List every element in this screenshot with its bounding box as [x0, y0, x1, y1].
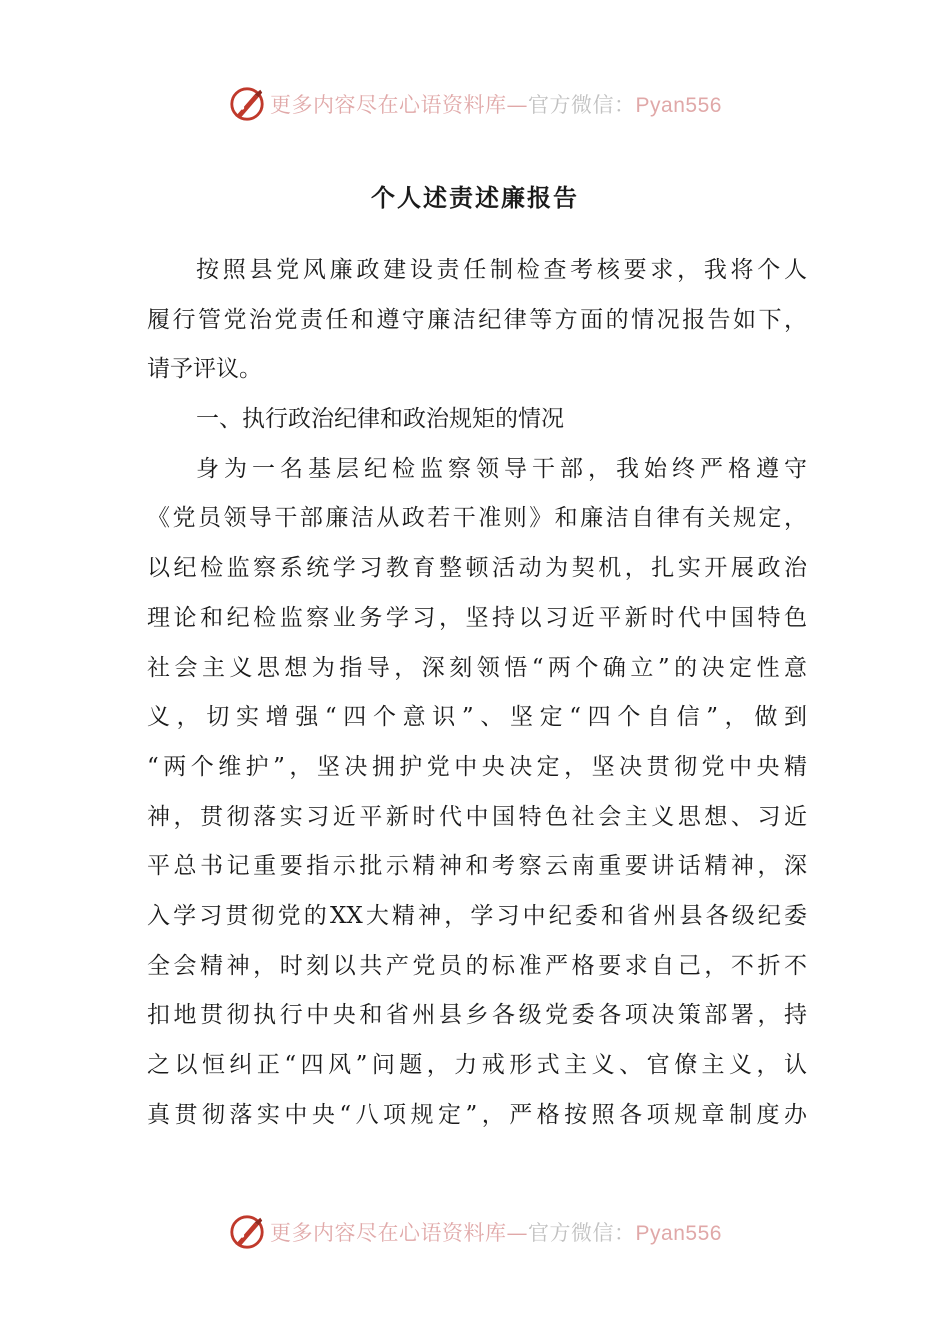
watermark-text: 更多内容尽在心语资料库—官方微信：Pyan556 — [270, 93, 722, 117]
footer-watermark — [0, 1210, 950, 1254]
text-line: 之以恒纠正“四风”问题，力戒形式主义、官僚主义，认 — [147, 1052, 807, 1078]
document-body — [147, 246, 807, 1140]
text-line: 平总书记重要指示批示精神和考察云南重要讲话精神，深 — [147, 853, 807, 880]
text-line: 以纪检监察系统学习教育整顿活动为契机，扎实开展政治 — [147, 555, 807, 582]
section-heading: 一、执行政治纪律和政治规矩的情况 — [196, 406, 564, 433]
text-line: 《党员领导干部廉洁从政若干准则》和廉洁自律有关规定， — [147, 505, 807, 532]
text-line: 扣地贯彻执行中央和省州县乡各级党委各项决策部署，持 — [147, 1002, 807, 1029]
header-watermark — [0, 82, 950, 126]
text-line: 请予评议。 — [147, 356, 262, 383]
text-line: 神，贯彻落实习近平新时代中国特色社会主义思想、习近 — [147, 803, 807, 830]
text-line: “两个维护”，坚决拥护党中央决定，坚决贯彻党中央精 — [147, 753, 807, 780]
text-line: 身为一名基层纪检监察领导干部，我始终严格遵守 — [196, 455, 807, 482]
text-line: 全会精神，时刻以共产党员的标准严格要求自己，不折不 — [147, 952, 807, 979]
text-line: 入学习贯彻党的XX大精神，学习中纪委和省州县各级纪委 — [147, 902, 807, 929]
text-line: 按照县党风廉政建设责任制检查考核要求，我将个人 — [196, 257, 807, 283]
text-line: 履行管党治党责任和遵守廉洁纪律等方面的情况报告如下， — [147, 306, 807, 333]
text-line: 社会主义思想为指导，深刻领悟“两个确立”的决定性意 — [147, 654, 807, 681]
text-line: 理论和纪检监察业务学习，坚持以习近平新时代中国特色 — [147, 604, 807, 631]
text-line: 真贯彻落实中央“八项规定”，严格按照各项规章制度办 — [147, 1101, 807, 1128]
pen-logo-icon — [228, 1213, 266, 1251]
document-title: 个人述责述廉报告 — [371, 183, 579, 212]
watermark-text: 更多内容尽在心语资料库—官方微信：Pyan556 — [270, 1221, 722, 1245]
pen-logo-icon — [228, 85, 266, 123]
text-line: 义，切实增强“四个意识”、坚定“四个自信”，做到 — [147, 704, 807, 731]
